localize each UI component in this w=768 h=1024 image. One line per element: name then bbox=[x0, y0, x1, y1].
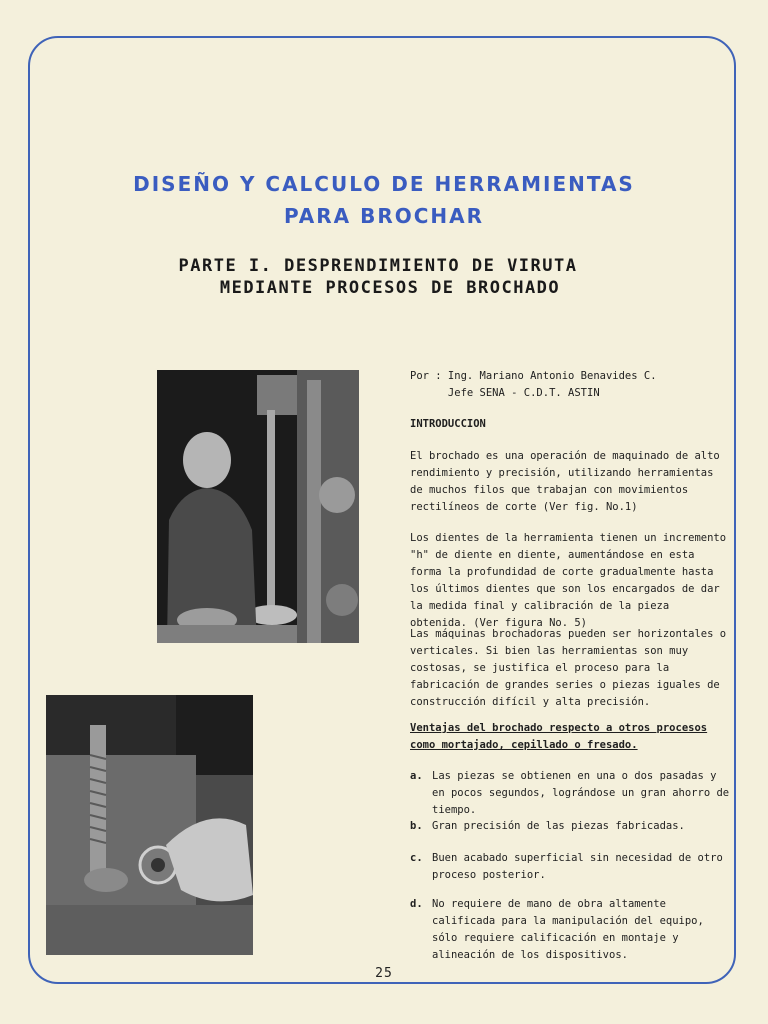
list-item-text: Gran precisión de las piezas fabricadas. bbox=[432, 820, 685, 832]
photo-broach-gear-illustration bbox=[46, 695, 253, 955]
list-item bbox=[410, 768, 730, 819]
photo-operator-machine bbox=[157, 370, 359, 643]
list-item-text: No requiere de mano de obra altamente calificada para la manipulación del equipo, sólo requiere calificación en montaje y alineación de los dispositivos. bbox=[432, 898, 704, 961]
photo-operator-machine-illustration bbox=[157, 370, 359, 643]
byline-author: Por : Ing. Mariano Antonio Benavides C. bbox=[410, 370, 657, 382]
list-item-letter: d. bbox=[410, 898, 423, 910]
title-line-2: PARA BROCHAR bbox=[283, 204, 485, 228]
list-item-letter: c. bbox=[410, 852, 423, 864]
list-item-text: Las piezas se obtienen en una o dos pasadas y en pocos segundos, lográndose un gran ahorro de tiempo. bbox=[432, 770, 730, 816]
list-item-letter: a. bbox=[410, 770, 423, 782]
paragraph-3: Las máquinas brochadoras pueden ser horizontales o verticales. Si bien las herramientas son muy costosas, se justifica el proceso para la fabricación de grandes series o piezas iguales de construcción difícil y alta precisión. bbox=[410, 628, 727, 708]
byline bbox=[410, 368, 730, 402]
paragraph-1: El brochado es una operación de maquinado de alto rendimiento y precisión, utilizando herramientas de muchos filos que trabajan con movimientos rectilíneos de corte (Ver fig. No.1) bbox=[410, 450, 720, 513]
paragraph-2: Los dientes de la herramienta tienen un incremento "h" de diente en diente, aumentándose en esta forma la profundidad de corte gradualmente hasta los últimos dientes que son los encargados de dar la medida final y calibración de la pieza obtenida. (Ver figura No. 5) bbox=[410, 532, 727, 629]
list-item-letter: b. bbox=[410, 820, 423, 832]
title-line-1: DISEÑO Y CALCULO DE HERRAMIENTAS bbox=[133, 172, 635, 196]
byline-affiliation: Jefe SENA - C.D.T. ASTIN bbox=[410, 387, 600, 399]
list-item-text: Buen acabado superficial sin necesidad de otro proceso posterior. bbox=[432, 852, 723, 881]
subtitle-line-2: MEDIANTE PROCESOS DE BROCHADO bbox=[219, 278, 561, 298]
page-number: 25 bbox=[375, 966, 393, 981]
list-item bbox=[410, 818, 730, 835]
intro-heading: INTRODUCCION bbox=[410, 418, 486, 430]
ventajas-heading: Ventajas del brochado respecto a otros procesos como mortajado, cepillado o fresado. bbox=[410, 722, 708, 751]
subtitle-line-1: PARTE I. DESPRENDIMIENTO DE VIRUTA bbox=[178, 256, 578, 276]
photo-broach-gear bbox=[46, 695, 253, 955]
list-item bbox=[410, 850, 730, 884]
list-item bbox=[410, 896, 730, 964]
